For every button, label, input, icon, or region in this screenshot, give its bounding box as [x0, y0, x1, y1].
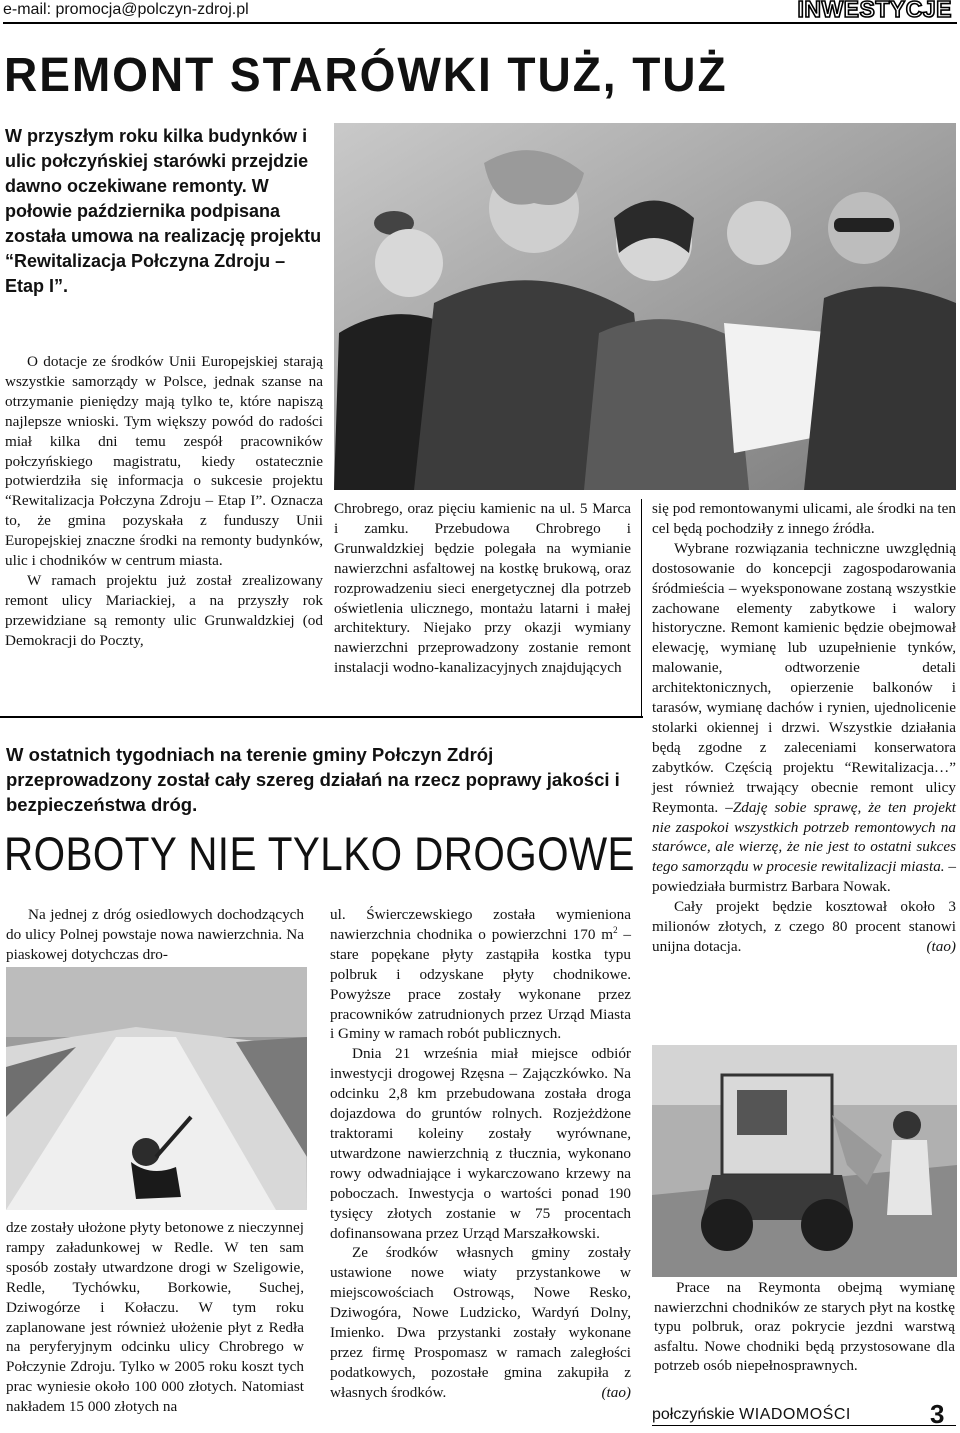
- article2-col2-text: ul. Świerczewskiego została wymieniona nawierzchnia chodnika o powierzchni 170 m: [330, 906, 631, 943]
- article1-col3-paragraph: [652, 539, 956, 897]
- column-divider-rule: [641, 499, 642, 716]
- group-photo-image: [334, 123, 956, 490]
- article1-col3-paragraph: [652, 897, 956, 957]
- article2-road-photo: [6, 967, 307, 1210]
- article1-col3-text: Wybrane rozwiązania techniczne uwzględnią dostosowanie do koncepcji zagospodarowania śródmieścia – wyeksponowane zostaną wszystkie zachowane elementy zabytkowe i walory historyczne. Remont kamienic będzie obejmował elewację, wymianę lub uzupełnienie tynków, malowanie, odtworzenie detali architektonicznych, opierzenie balkonów i tarasów, wymianę dachów i rynien, ujednolicenie stolarki okiennej i drzwi. Wszystkie działania będą zgodne z zaleceniami konserwatora zabytków. Częścią projektu “Rewitalizacja…” jest również trwający obecnie remont ulicy Reymonta.: [652, 539, 956, 816]
- header-email: e-mail: promocja@polczyn-zdroj.pl: [3, 1, 249, 18]
- article1-col3-text: – powiedziała burmistrz Barbara Nowak.: [652, 858, 957, 896]
- article1-col3-paragraph: się pod remontowanymi ulicami, ale środki na ten cel będą pochodziły z innego źródła.: [652, 500, 956, 537]
- article2-col1-top: [6, 905, 304, 965]
- article1-col2-paragraph: Chrobrego, oraz pięciu kamienic na ul. 5 Marca i zamku. Przebudowa Chrobrego i Grunwaldzkiej będzie polegała na wymianie nawierzchni asfaltowej na kostkę brukową, oraz rozprowadzeniu sieci energetycznej dla potrzeb oświetlenia ulicznego, montażu latarni i małej architektury. Niejako przy okazji wymiany nawierzchni przeprowadzony zostanie remont instalacji wodno-kanalizacyjnych znajdujących: [334, 500, 631, 677]
- article1-col1-paragraph: O dotacje ze środków Unii Europejskiej starają wszystkie samorządy w Polsce, jednak szanse na otrzymanie pieniędzy mają tylko te, które napiszą najlepsze wnioski. Tym większy powód do radości miał kilka dni temu zespół pracowników połczyńskiego magistratu, kiedy ostatecznie potwierdziła się informacja o sukcesie projektu “Rewitalizacja Połczyna Zdroju – Etap I”. Oznacza to, że gmina pozyskała z funduszy Unii Europejskiej znaczne środki na remonty budynków, ulic i chodników w centrum miasta.: [5, 353, 323, 570]
- article2-lead: W ostatnich tygodniach na terenie gminy Połczyn Zdrój przeprowadzony został cały szereg działań na rzecz poprawy jakości i bezpieczeństwa dróg.: [6, 744, 620, 815]
- excavator-image: [652, 1045, 957, 1277]
- article1-col1-paragraph: W ramach projektu już został zrealizowany remont ulicy Mariackiej, a na przyszły rok przewidziane są remonty ulic Grunwaldzkiej (od Demokracji do Poczty,: [5, 571, 323, 649]
- article-divider-rule: [0, 716, 643, 718]
- footer-publication: [652, 1404, 851, 1426]
- article2-photo-caption: [654, 1278, 955, 1376]
- article1-lead: W przyszłym roku kilka budynków i ulic połczyńskiej starówki przejdzie dawno oczekiwane remonty. W połowie października podpisana została umowa na realizację projektu “Rewitalizacja Połczyna Zdroju – Etap I”.: [5, 126, 322, 296]
- article2-col2-paragraph: [330, 905, 631, 1044]
- publication-name-main: WIADOMOŚCI: [739, 1406, 851, 1423]
- article1-col3: [652, 499, 956, 957]
- section-label: INWESTYCJE: [797, 0, 952, 22]
- article1-col3-text: Cały projekt będzie kosztował około 3 milionów złotych, z czego 80 procent stanowi unijna dotacja.: [652, 898, 956, 955]
- publication-name-prefix: połczyńskie: [652, 1406, 740, 1423]
- article2-col1-paragraph: dze zostały ułożone płyty betonowe z nieczynnej rampy załadunkowej w Redle. W ten sam sposób zostały utwardzone drogi w Szeligowie, Redle, Tychówku, Borkowie, Suchej, Dziwogórze i Kołaczu. W tym roku zaplanowane jest również ułożenie płyt z Redła na peryferyjnym odcinku ulicy Chrobrego w Połczynie Zdroju. Tylko w 2005 roku koszt tych prac wyniesie około 100 000 złotych. Natomiast nakładem 15 000 złotych na: [6, 1219, 304, 1416]
- square-unit: 2: [613, 924, 618, 935]
- road-work-image: [6, 967, 307, 1210]
- article2-reymonta-photo: [652, 1045, 957, 1277]
- article1-photo: [334, 123, 956, 490]
- article2-col2-paragraph: Dnia 21 września miał miejsce odbiór inwestycji drogowej Rzęsna – Zajączkówko. Na odcinku 2,8 km przebudowana została droga dojazdowa do gruntów rolnych. Rozjeżdżone traktorami koleiny zostały wyrównane, utwardzone nawierzchnią z tłucznia, wykonano rowy odwadniające i wykarczowano krzewy na poboczach. Inwestycja o wartości ponad 190 tysięcy złotych zostanie w 75 procentach dofinansowana przez Urząd Marszałkowski.: [330, 1045, 631, 1242]
- article2-col1-bottom: [6, 1218, 304, 1417]
- article2-col2-paragraph: [330, 1243, 631, 1402]
- article1-col2: [334, 499, 631, 678]
- page-number: 3: [930, 1399, 945, 1429]
- article1-headline: REMONT STARÓWKI TUŻ, TUŻ: [4, 49, 728, 102]
- article2-col2-text: Ze środków własnych gminy zostały ustawione nowe wiaty przystankowe w miejscowościach Ostrowąs, Nowe Resko, Dziwogóra, Nowe Ludzicko, Wardyń Dolny, Imienko. Dwa przystanki zostały wykonane przez firmę Prospomasz w ramach zaległości podatkowych, pozostałe gmina zakupiła z własnych środków.: [330, 1244, 631, 1401]
- header-rule: [3, 22, 957, 24]
- article2-headline: ROBOTY NIE TYLKO DROGOWE: [4, 827, 635, 880]
- caption-paragraph: Prace na Reymonta obejmą wymianę nawierzchni chodników ze starych płyt na kostkę typu polbruk, oraz pokrycie jezdni warstwą asfaltu. Nowe chodniki będą przystosowane dla potrzeb osób niepełnosprawnych.: [654, 1279, 955, 1374]
- article2-signature: (tao): [601, 1383, 631, 1401]
- article1-signature: (tao): [926, 937, 956, 955]
- article2-col2-text: – stare popękane płyty zastąpiła kostka typu polbruk i odzyskane płyty chodnikowe. Powyższe prace zostały wykonane przez pracowników zatrudnionych przez Urząd Miasta i Gminy w ramach robót publicznych.: [330, 925, 632, 1043]
- article2-col2: [330, 905, 631, 1403]
- article2-col1-paragraph: Na jednej z dróg osiedlowych dochodzących do ulicy Polnej powstaje nowa nawierzchnia. Na piaskowej dotychczas dro-: [6, 906, 304, 963]
- mayor-quote: –Zdaję sobie sprawę, że ten projekt nie zaspokoi wszystkich potrzeb remontowych na starówce, ale wierzę, że nie jest to ostatni sukces tego samorządu w procesie rewitalizacji miasta.: [652, 798, 956, 876]
- article1-col1: [5, 352, 323, 651]
